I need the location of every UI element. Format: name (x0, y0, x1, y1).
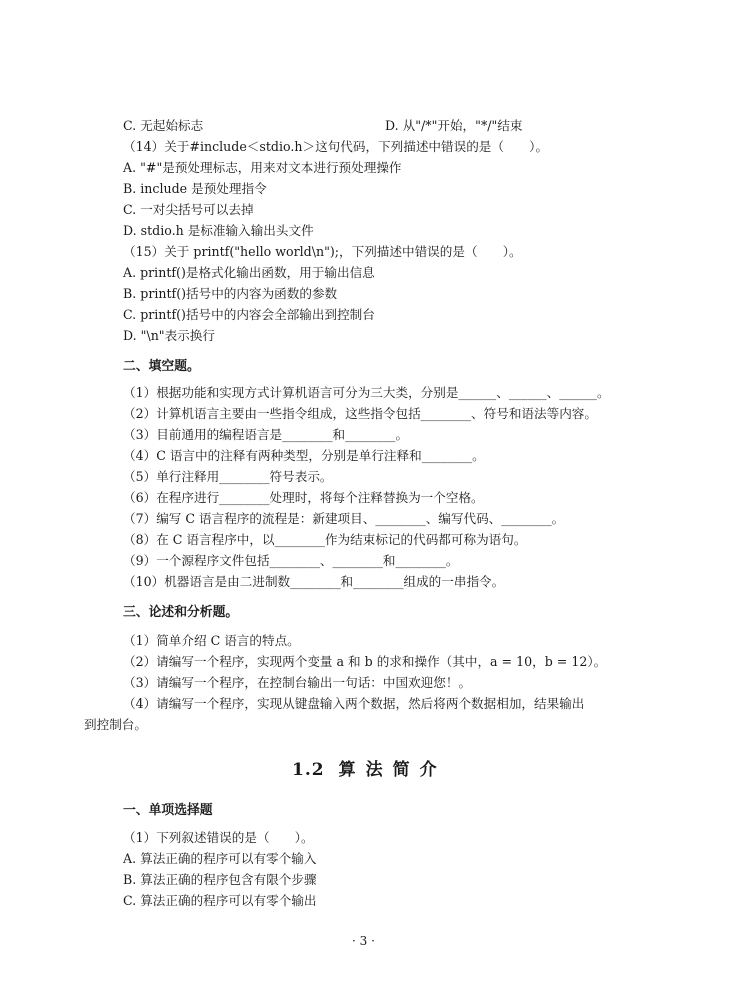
q13-option-d: D. 从"/*"开始，"*/"结束 (385, 118, 523, 133)
q14-option-a: A. "#"是预处理标志，用来对文本进行预处理操作 (123, 160, 402, 175)
fill-in-heading: 二、填空题。 (123, 359, 200, 374)
fill-in-item: （4）C 语言中的注释有两种类型，分别是单行注释和________。 (123, 448, 485, 463)
essay-item: （4）请编写一个程序，实现从键盘输入两个数据，然后将两个数据相加，结果输出 (123, 696, 585, 711)
essay-item: （1）简单介绍 C 语言的特点。 (123, 633, 300, 648)
fill-in-item: （10）机器语言是由二进制数________和________组成的一串指令。 (123, 574, 505, 589)
single-choice-heading: 一、单项选择题 (123, 803, 213, 818)
page-number: · 3 · (352, 934, 375, 948)
q13-option-c: C. 无起始标志 (123, 118, 204, 133)
fill-in-item: （1）根据功能和实现方式计算机语言可分为三大类，分别是______、______、______。 (123, 385, 610, 400)
essay-item-continuation: 到控制台。 (84, 717, 147, 732)
fill-in-item: （5）单行注释用________符号表示。 (123, 469, 333, 484)
sc-q1-option-a: A. 算法正确的程序可以有零个输入 (123, 851, 317, 866)
fill-in-item: （8）在 C 语言程序中，以________作为结束标记的代码都可称为语句。 (123, 532, 527, 547)
q15-option-a: A. printf()是格式化输出函数，用于输出信息 (123, 265, 375, 280)
q15-option-c: C. printf()括号中的内容会全部输出到控制台 (123, 307, 375, 322)
q14-option-c: C. 一对尖括号可以去掉 (123, 202, 254, 217)
sc-q1-option-b: B. 算法正确的程序包含有限个步骤 (123, 872, 317, 887)
fill-in-item: （3）目前通用的编程语言是________和________。 (123, 427, 409, 442)
q15-stem: （15）关于 printf("hello world\n");，下列描述中错误的是（ ）。 (123, 244, 522, 259)
essay-item: （3）请编写一个程序，在控制台输出一句话：中国欢迎您！。 (123, 675, 472, 690)
q14-stem: （14）关于#include＜stdio.h＞这句代码，下列描述中错误的是（ ）。 (123, 139, 549, 154)
q14-option-d: D. stdio.h 是标准输入输出头文件 (123, 223, 314, 238)
fill-in-item: （7）编写 C 语言程序的流程是：新建项目、________、编写代码、________。 (123, 511, 565, 526)
section-title (292, 759, 447, 781)
essay-item: （2）请编写一个程序，实现两个变量 a 和 b 的求和操作（其中，a = 10，b = 12）。 (123, 654, 607, 669)
q14-option-b: B. include 是预处理指令 (123, 181, 267, 196)
fill-in-item: （2）计算机语言主要由一些指令组成，这些指令包括________、符号和语法等内容。 (123, 406, 597, 421)
sc-q1-stem: （1）下列叙述错误的是（ ）。 (123, 830, 314, 845)
q15-option-d: D. "\n"表示换行 (123, 328, 215, 343)
essay-heading: 三、论述和分析题。 (123, 605, 239, 620)
section-number: 1.2 (292, 760, 325, 780)
sc-q1-option-c: C. 算法正确的程序可以有零个输出 (123, 893, 317, 908)
fill-in-item: （6）在程序进行________处理时，将每个注释替换为一个空格。 (123, 490, 484, 505)
section-name: 算法简介 (338, 760, 447, 780)
q15-option-b: B. printf()括号中的内容为函数的参数 (123, 286, 338, 301)
fill-in-item: （9）一个源程序文件包括________、________和________。 (123, 553, 459, 568)
